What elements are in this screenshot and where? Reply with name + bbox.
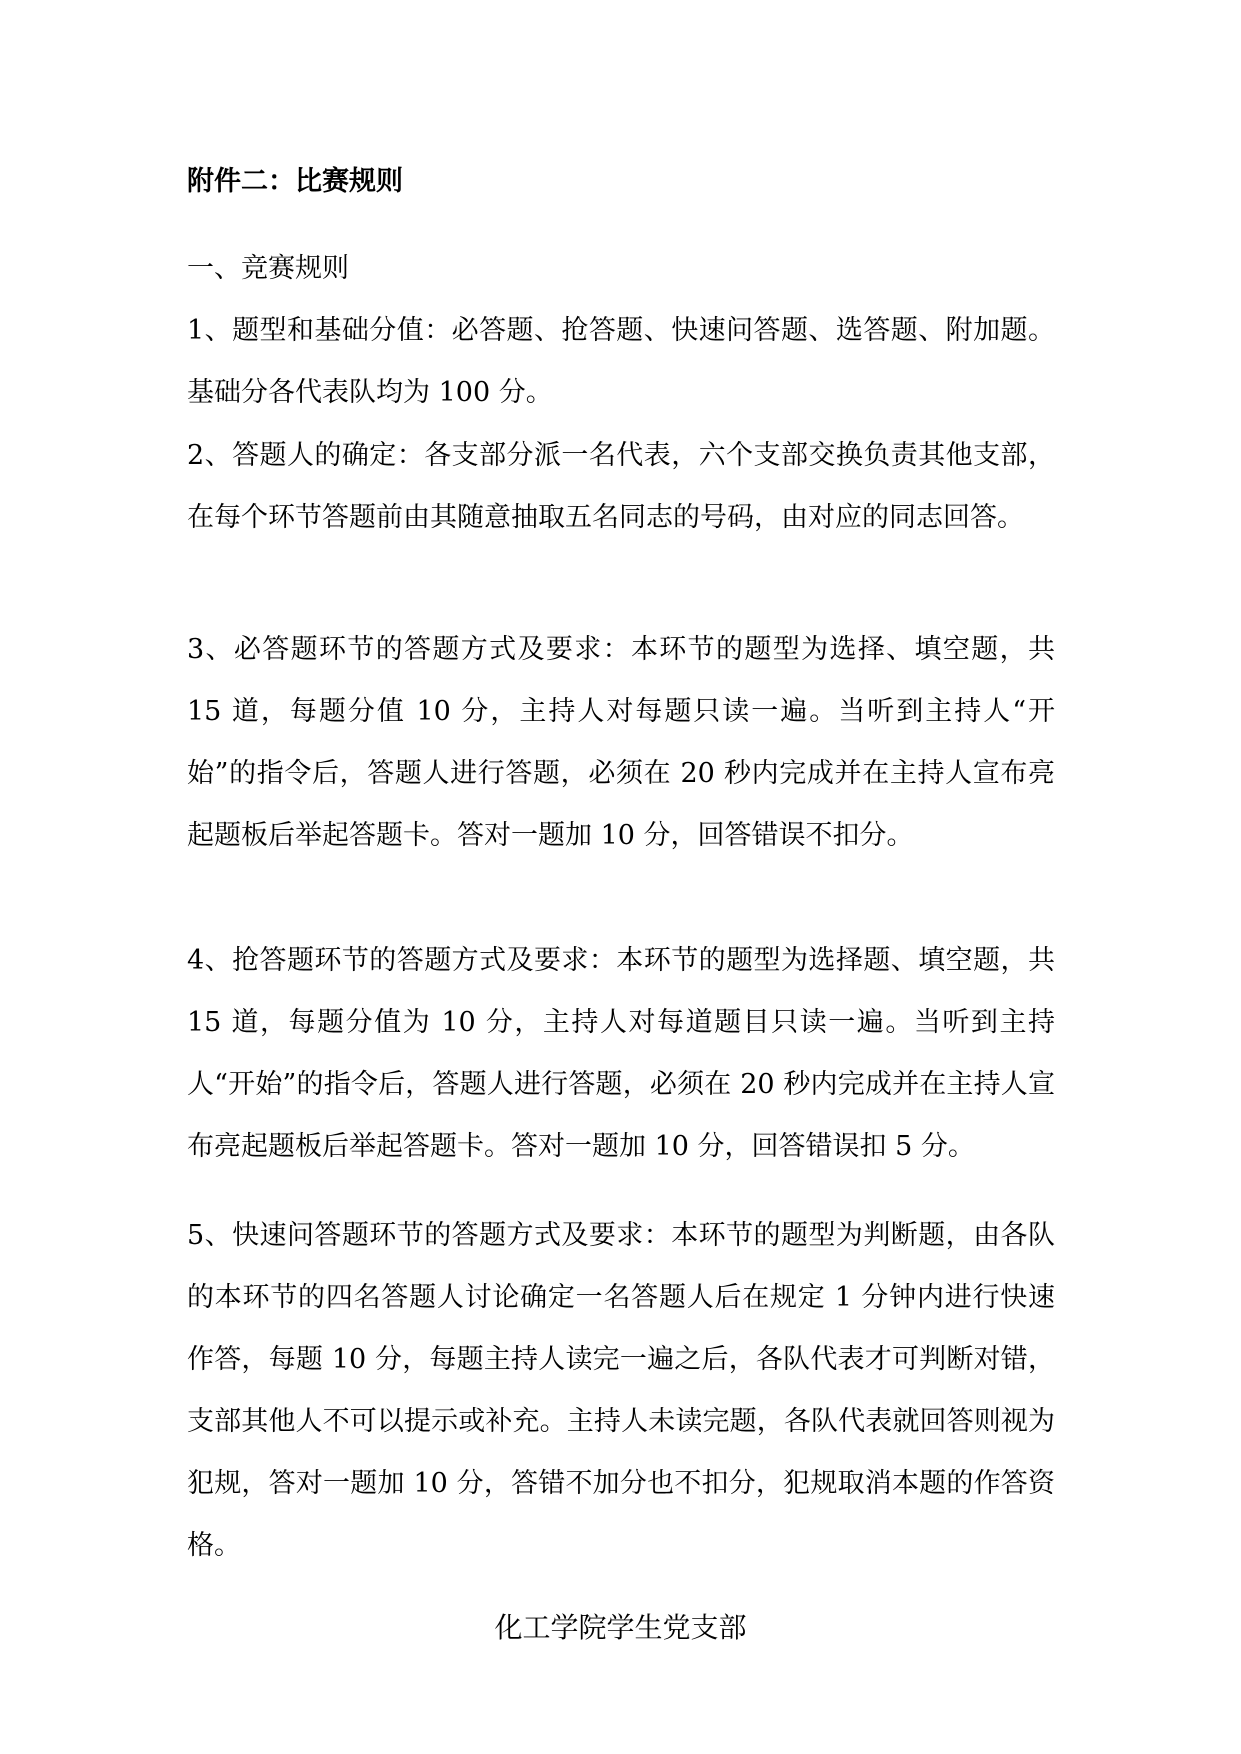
rule-paragraph-5: 5、快速问答题环节的答题方式及要求：本环节的题型为判断题，由各队的本环节的四名答题人讨论确定一名答题人后在规定 1 分钟内进行快速作答，每题 10 分，每题主持人读完一遍之后，各队代表才可判断对错，支部其他人不可以提示或补充。主持人未读完题，各队代表就回答则视为犯规，答对一题加 10 分，答错不加分也不扣分，犯规取消本题的作答资格。 <box>187 1220 1055 1561</box>
rule-paragraph-1: 1、题型和基础分值：必答题、抢答题、快速问答题、选答题、附加题。基础分各代表队均为 100 分。 <box>187 315 1055 408</box>
rule-paragraph-4: 4、抢答题环节的答题方式及要求：本环节的题型为选择题、填空题，共 15 道，每题分值为 10 分，主持人对每道题目只读一遍。当听到主持人“开始”的指令后，答题人进行答题，必须在 20 秒内完成并在主持人宣布亮起题板后举起答题卡。答对一题加 10 分，回答错误扣 5 分。 <box>187 945 1055 1162</box>
rule-paragraph-3: 3、必答题环节的答题方式及要求：本环节的题型为选择、填空题，共 15 道，每题分值 10 分，主持人对每题只读一遍。当听到主持人“开始”的指令后，答题人进行答题，必须在 20 秒内完成并在主持人宣布亮起题板后举起答题卡。答对一题加 10 分，回答错误不扣分。 <box>187 634 1055 851</box>
section-heading: 一、竞赛规则 <box>187 253 349 284</box>
page-footer: 化工学院学生党支部 <box>494 1611 747 1644</box>
document-title: 附件二：比赛规则 <box>187 166 403 197</box>
rule-paragraph-2: 2、答题人的确定：各支部分派一名代表，六个支部交换负责其他支部，在每个环节答题前由其随意抽取五名同志的号码，由对应的同志回答。 <box>187 440 1055 533</box>
